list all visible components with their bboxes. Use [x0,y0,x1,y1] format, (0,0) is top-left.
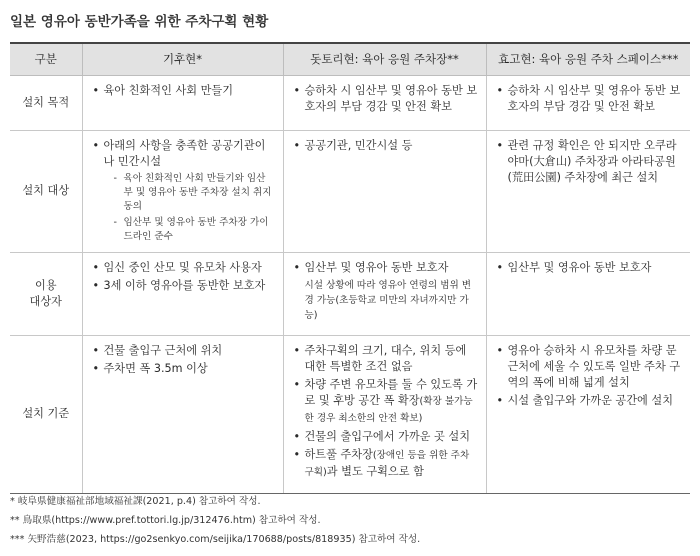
cell-criteria-tottori [283,335,486,493]
list-item: • 주차면 폭 3.5m 이상 [91,361,275,377]
list-item: • 관련 규정 확인은 안 되지만 오쿠라야마(大倉山) 주차장과 아라타공원(荒田公園) 주차장에 최근 설치 [495,138,683,186]
page-title: 일본 영유아 동반가족을 위한 주차구획 현황 [10,14,269,30]
list-item [292,377,478,427]
table-row-target [10,130,690,252]
table-row-criteria [10,335,690,493]
header-tottori: 돗토리현: 육아 응원 주차장** [283,43,486,75]
list-item-note: (장애인 등을 위한 주차구획) [304,449,470,478]
list-item: • 영유아 승하차 시 유모차를 차량 문 근처에 세울 수 있도록 일반 주차 구역의 폭에 비해 넓게 설치 [495,343,683,391]
cell-purpose-gifu [82,75,283,130]
footnote: *** 矢野浩慈(2023, https://go2senkyo.com/seijika/170688/posts/818935) 참고하여 작성. [10,534,421,545]
list-item: • 승하차 시 임산부 및 영유아 동반 보호자의 부담 경감 및 안전 확보 [292,83,478,115]
list-item [91,138,275,244]
list-item: • 주차구획의 크기, 대수, 위치 등에 대한 특별한 조건 없음 [292,343,478,375]
list-item: • 임신 중인 산모 및 유모차 사용자 [91,260,275,276]
list-item-text: 차량 주변 유모차를 둘 수 있도록 가로 및 후방 공간 폭 확장 [304,377,478,407]
cell-criteria-gifu [82,335,283,493]
header-hyogo: 효고현: 육아 응원 주차 스페이스*** [486,43,690,75]
cell-criteria-hyogo [486,335,690,493]
list-item-text-tail: 과 별도 구획으로 함 [326,464,424,478]
list-item-text: 아래의 사항을 충족한 공공기관이나 민간시설 [103,138,266,168]
list-item: • 건물의 출입구에서 가까운 곳 설치 [292,429,478,445]
list-item: • 3세 이하 영유아를 동반한 보호자 [91,278,275,294]
list-item: • 시설 출입구와 가까운 공간에 설치 [495,393,683,409]
row-label-criteria: 설치 기준 [10,335,82,493]
row-label-purpose: 설치 목적 [10,75,82,130]
list-item: • 승하차 시 임산부 및 영유아 동반 보호자의 부담 경감 및 안전 확보 [495,83,683,115]
row-label-users-line1: 이용 [34,278,57,292]
users-tottori-note: 시설 상황에 따라 영유아 연령의 범위 변경 가능(초등학교 미만의 자녀까지만 가능) [304,279,472,321]
row-label-target: 설치 대상 [10,130,82,252]
table-header-row [10,43,690,75]
list-item: • 건물 출입구 근처에 위치 [91,343,275,359]
list-item [292,447,478,481]
cell-purpose-tottori [283,75,486,130]
list-item: • 공공기관, 민간시설 등 [292,138,478,154]
footnote: * 岐阜県健康福祉部地域福祉課(2021, p.4) 참고하여 작성. [10,496,261,507]
list-item-note: (확장 불가능한 경우 최소한의 안전 확보) [304,395,473,424]
list-item: • 육아 친화적인 사회 만들기 [91,83,275,99]
table-row-purpose [10,75,690,130]
cell-target-tottori [283,130,486,252]
list-item: • 임산부 및 영유아 동반 보호자 [292,260,478,276]
sub-list-item: - 임산부 및 영유아 동반 주차장 가이드라인 준수 [104,216,275,244]
header-category: 구분 [10,43,82,75]
cell-users-hyogo [486,252,690,335]
parking-comparison-table [10,42,690,494]
cell-users-gifu [82,252,283,335]
cell-target-gifu [82,130,283,252]
sub-list-item: - 육아 친화적인 사회 만들기와 임산부 및 영유아 동반 주차장 설치 취지 동의 [104,172,275,214]
table-row-users [10,252,690,335]
row-label-users [10,252,82,335]
row-label-users-line2: 대상자 [29,294,62,308]
cell-users-tottori [283,252,486,335]
header-gifu: 기후현* [82,43,283,75]
cell-purpose-hyogo [486,75,690,130]
list-item: • 임산부 및 영유아 동반 보호자 [495,260,683,276]
list-item-text: 하트풀 주차장 [304,447,373,461]
cell-target-hyogo [486,130,690,252]
footnotes [10,492,420,549]
footnote: ** 鳥取県(https://www.pref.tottori.lg.jp/312476.htm) 참고하여 작성. [10,515,321,526]
